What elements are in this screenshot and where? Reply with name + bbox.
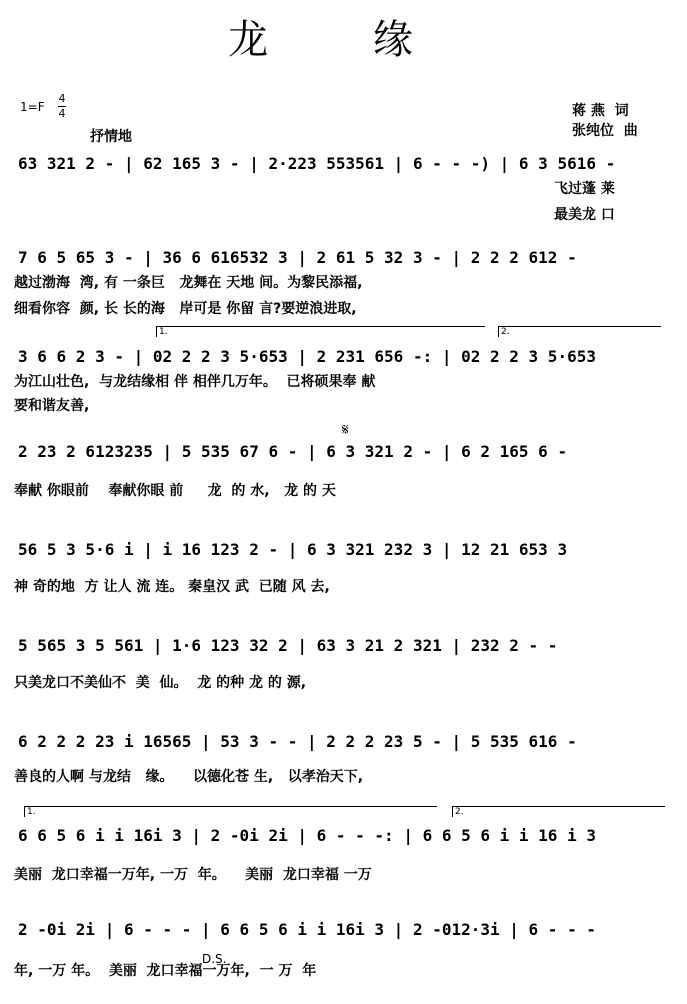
lyric-verse-1: 为江山壮色, 与龙结缘相 伴 相伴几万年。 已将硕果奉 献 [14,374,376,390]
dal-segno-marking: D.S. [202,952,227,966]
second-ending-bracket: 2. [498,326,661,337]
lyric-verse-2: 细看你容 颜, 长 长的海 岸可是 你留 言?要逆浪进取, [14,301,357,317]
lyric-verse-1: 只美龙口不美仙不 美 仙。 龙 的种 龙 的 源, [14,675,307,691]
notation-line: 5 565 3 5 561 | 1·6 123 32 2 | 63 3 21 2 321 | 232 2 - - [18,636,558,655]
second-ending-bracket: 2. [452,806,665,817]
notation-line: 2 -0i 2i | 6 - - - | 6 6 5 6 i i 16i 3 | 2 -012·3i | 6 - - - [18,920,596,939]
composer-credit: 张纯位 曲 [572,123,638,139]
lyric-verse-1: 飞过蓬 莱 [554,181,615,197]
lyric-verse-1: 神 奇的地 方 让人 流 连。 秦皇汉 武 已随 风 去, [14,579,330,595]
notation-line: 7 6 5 65 3 - | 36 6 616532 3 | 2 61 5 32 3 - | 2 2 2 612 - [18,248,577,267]
lyric-verse-1: 奉献 你眼前 奉献你眼 前 龙 的 水, 龙 的 天 [14,483,336,499]
notation-line: 2 23 2 6123235 | 5 535 67 6 - | 6 3 321 2 - | 6 2 165 6 - [18,442,568,461]
segno-sign: 𝄋 [342,420,349,439]
notation-line: 56 5 3 5·6 i | i 16 123 2 - | 6 3 321 232 3 | 12 21 653 3 [18,540,568,559]
lyricist-credit: 蒋 燕 词 [572,103,629,119]
lyric-verse-1: 善良的人啊 与龙结 缘。 以德化苍 生, 以孝治天下, [14,769,364,785]
lyric-verse-2: 要和谐友善, [14,398,90,414]
notation-line: 63 321 2 - | 62 165 3 - | 2·223 553561 | 6 - - -) | 6 3 5616 - [18,154,616,173]
lyric-verse-2: 最美龙 口 [554,207,615,223]
first-ending-bracket: 1. [156,326,485,337]
notation-line: 3 6 6 2 3 - | 02 2 2 3 5·653 | 2 231 656 -: | 02 2 2 3 5·653 [18,347,596,366]
song-title: 龙 缘 [228,17,459,63]
lyric-verse-1: 越过渤海 湾, 有 一条巨 龙舞在 天地 间。为黎民添福, [14,275,363,291]
lyric-verse-1: 美丽 龙口幸福一万年, 一万 年。 美丽 龙口幸福 一万 [14,867,372,883]
meter-bottom: 4 [58,107,66,120]
first-ending-bracket: 1. [24,806,437,817]
lyric-verse-1: 年, 一万 年。 美丽 龙口幸福一万年, 一 万 年 [14,963,317,979]
key-signature: 1=F [20,100,45,114]
expression-marking: 抒情地 [90,129,132,145]
time-signature [58,92,66,121]
notation-line: 6 6 5 6 i i 16i 3 | 2 -0i 2i | 6 - - -: | 6 6 5 6 i i 16 i 3 [18,826,596,845]
notation-line: 6 2 2 2 23 i 16565 | 53 3 - - | 2 2 2 23 5 - | 5 535 616 - [18,732,577,751]
meter-top: 4 [58,92,66,105]
